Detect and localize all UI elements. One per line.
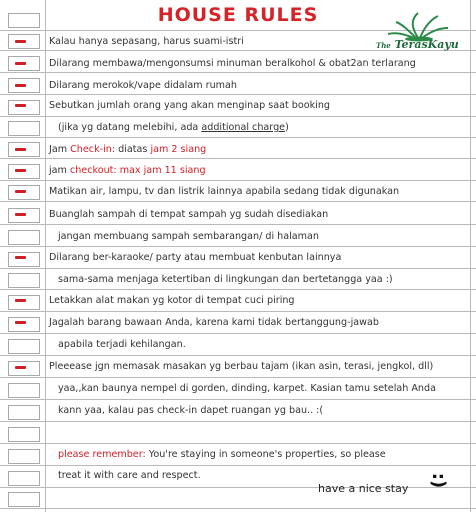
ruled-line xyxy=(0,158,476,159)
bullet-dash xyxy=(15,366,26,369)
rule-cooking-note-2: kann yaa, kalau pas check-in dapet ruangan yg bau.. :( xyxy=(58,405,324,416)
margin-line xyxy=(470,0,471,512)
checkbox xyxy=(8,383,40,398)
ruled-line xyxy=(0,355,476,356)
ruled-line xyxy=(0,201,476,202)
ruled-line xyxy=(0,377,476,378)
ruled-line xyxy=(0,399,476,400)
checkbox xyxy=(8,492,40,507)
footer-smiley: :) xyxy=(428,472,450,489)
ruled-line xyxy=(0,180,476,181)
reminder: please remember: You're staying in someone's properties, so please xyxy=(58,449,386,460)
checkbox xyxy=(8,427,40,442)
checkbox xyxy=(8,405,40,420)
rule-trash: Buanglah sampah di tempat sampah yg sudah disediakan xyxy=(49,209,329,220)
bullet-dash xyxy=(15,104,26,107)
rule-checkout: jam checkout: max jam 11 siang xyxy=(49,165,206,176)
rule-karaoke: Dilarang ber-karaoke/ party atau membuat kenbutan lainnya xyxy=(49,252,342,263)
reminder-note: treat it with care and respect. xyxy=(58,470,201,481)
ruled-line xyxy=(0,246,476,247)
rule-2: Dilarang membawa/mengonsumsi minuman beralkohol & obat2an terlarang xyxy=(49,58,416,69)
bullet-dash xyxy=(15,213,26,216)
bullet-dash xyxy=(15,62,26,65)
bullet-dash xyxy=(15,40,26,43)
rule-electricity: Matikan air, lampu, tv dan listrik lainnya apabila sedang tidak digunakan xyxy=(49,186,400,197)
rule-karaoke-note: sama-sama menjaga ketertiban di lingkungan dan bertetangga yaa :) xyxy=(58,274,393,285)
page-title: HOUSE RULES xyxy=(157,4,319,26)
bullet-dash xyxy=(15,169,26,172)
ruled-line xyxy=(0,72,476,73)
rule-trash-note: jangan membuang sampah sembarangan/ di halaman xyxy=(58,231,319,242)
ruled-line xyxy=(0,116,476,117)
rule-checkin: Jam Check-in: diatas jam 2 siang xyxy=(49,144,207,155)
ruled-line xyxy=(0,465,476,466)
checkbox xyxy=(8,273,40,288)
checkbox xyxy=(8,100,40,115)
ruled-line xyxy=(0,311,476,312)
ruled-line xyxy=(0,224,476,225)
checkbox xyxy=(8,121,40,136)
checkbox xyxy=(8,252,40,267)
bullet-dash xyxy=(15,148,26,151)
rule-cooking: Pleeease jgn memasak masakan yg berbau tajam (ikan asin, terasi, jengkol, dll) xyxy=(49,361,434,372)
bullet-dash xyxy=(15,84,26,87)
ruled-line xyxy=(0,94,476,95)
bullet-dash xyxy=(15,256,26,259)
rule-dishes: Letakkan alat makan yg kotor di tempat cuci piring xyxy=(49,295,295,306)
ruled-line xyxy=(0,333,476,334)
ruled-line xyxy=(0,421,476,422)
ruled-line xyxy=(0,289,476,290)
rule-belongings: Jagalah barang bawaan Anda, karena kami tidak bertanggung-jawab xyxy=(49,317,379,328)
ruled-line xyxy=(0,268,476,269)
ruled-line xyxy=(0,137,476,138)
ruled-line xyxy=(0,508,476,509)
footer-message: have a nice stay xyxy=(318,482,409,495)
rule-4: Sebutkan jumlah orang yang akan menginap saat booking xyxy=(49,100,331,111)
rule-cooking-note-1: yaa,,kan baunya nempel di gorden, dinding, karpet. Kasian tamu setelah Anda xyxy=(58,383,436,394)
bullet-dash xyxy=(15,190,26,193)
checkbox xyxy=(8,295,40,310)
rule-1: Kalau hanya sepasang, harus suami-istri xyxy=(49,36,244,47)
bullet-dash xyxy=(15,321,26,324)
additional-charge-link: additional charge xyxy=(201,122,286,133)
ruled-line xyxy=(0,443,476,444)
checkbox xyxy=(8,471,40,486)
checkbox xyxy=(8,339,40,354)
margin-line xyxy=(45,0,46,512)
checkbox xyxy=(8,449,40,464)
rule-belongings-note: apabila terjadi kehilangan. xyxy=(58,339,186,350)
bullet-dash xyxy=(15,299,26,302)
rule-4-note: (jika yg datang melebihi, ada additional charge) xyxy=(58,122,289,133)
logo-wordmark: The TerasKayu xyxy=(376,38,459,51)
checkbox xyxy=(8,230,40,245)
rule-3: Dilarang merokok/vape didalam rumah xyxy=(49,80,237,91)
checkbox xyxy=(8,317,40,332)
